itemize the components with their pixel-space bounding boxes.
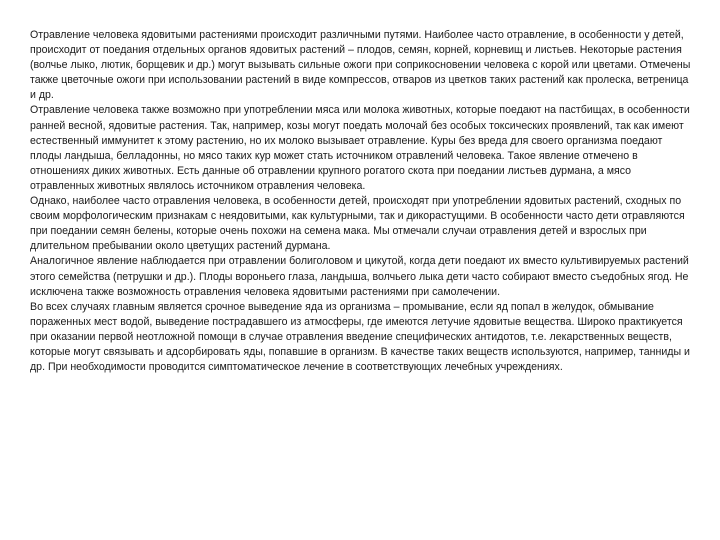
paragraph-poisoning-routes: Отравление человека ядовитыми растениями происходит различными путями. Наиболее часто отравление, в особенности у детей, происходит от поедания отдельных органов ядовитых растений – плодов, семян, корней, корневищ и листьев. Некоторые растения (волчье лыко, лютик, борщевик и др.) могут вызывать сильные ожоги при соприкосновении человека с корой или цветами. Отмечены также цветочные ожоги при использовании растений в виде компрессов, отваров из цветков таких растений как пролеска, ветреница и др. (30, 29, 691, 102)
slide-text-block (30, 28, 695, 375)
paragraph-animal-products: Отравление человека также возможно при употреблении мяса или молока животных, которые поедают на пастбищах, в особенности ранней весной, ядовитые растения. Так, например, козы могут поедать молочай без особых токсических проявлений, так как имеют естественный иммунитет к этому растению, но их молоко вызывает отравление. Куры без вреда для своего организма поедают плоды ландыша, белладонны, но мясо таких кур может стать источником отравлений человека. Такое явление отмечено в отношениях диких животных. Есть данные об отравлении крупного рогатого скота при поедании листьев дурмана, а мясо отравленных животных являлось источником отравления человека. (30, 104, 690, 192)
paragraph-analogous-cases: Аналогичное явление наблюдается при отравлении болиголовом и цикутой, когда дети поедают их вместо культивируемых растений этого семейства (петрушки и др.). Плоды вороньего глаза, ландыша, волчьего лыка дети часто собирают вместо съедобных ягод. Не исключена также возможность отравления человека ядовитыми растениями при самолечении. (30, 255, 689, 298)
paragraph-similar-plants: Однако, наиболее часто отравления человека, в особенности детей, происходят при употреблении ядовитых растений, сходных по своим морфологическим признакам с неядовитыми, как культурными, так и дикорастущими. В особенности часто дети отравляются при поедании семян белены, которые очень похожи на семена мака. Мы отмечали случаи отравления детей и взрослых при длительном пребывании около цветущих растений дурмана. (30, 195, 685, 253)
paragraph-treatment: Во всех случаях главным является срочное выведение яда из организма – промывание, если яд попал в желудок, обмывание пораженных мест водой, выведение пострадавшего из атмосферы, где имеются летучие ядовитые вещества. Широко практикуется при оказании первой неотложной помощи в случае отравления введение специфических антидотов, т.е. лекарственных веществ, которые могут связывать и адсорбировать яды, попавшие в организм. В качестве таких веществ используются, например, танниды и др. При необходимости проводится симптоматическое лечение в соответствующих лечебных учреждениях. (30, 300, 690, 374)
